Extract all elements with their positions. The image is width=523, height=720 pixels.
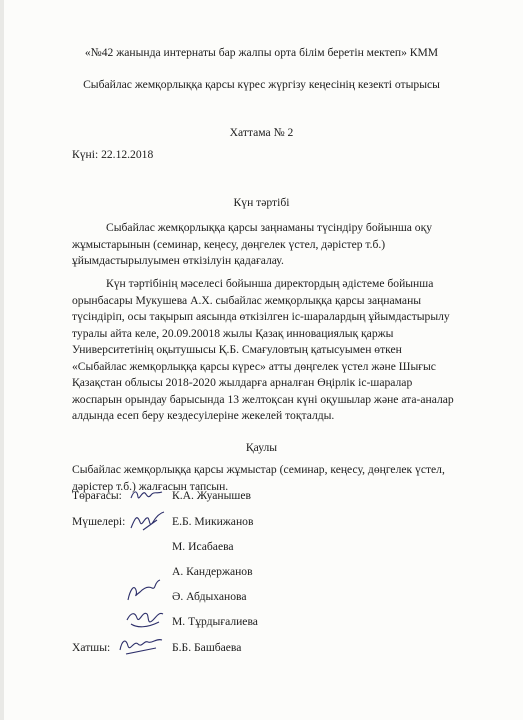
discussion-line: Университетінің оқытушысы Қ.Б. Смағуловтың қатысуымен өткен xyxy=(72,343,402,356)
protocol-title: Хаттама № 2 xyxy=(229,126,294,139)
chair-signature xyxy=(128,486,164,504)
decision-line: дәрістер т.б.) жалғасын тапсын. xyxy=(72,479,229,493)
member-name: М. Тұрдығалиева xyxy=(172,615,258,628)
chair-name: К.А. Жуанышев xyxy=(172,489,251,502)
member-name: М. Исабаева xyxy=(172,540,234,553)
discussion-line: Қазақстан облысы 2018-2020 жылдарға арналған Өңірлік іс-шаралар xyxy=(72,376,413,389)
secretary-signature xyxy=(116,632,164,658)
member-signature xyxy=(122,578,164,604)
scan-edge xyxy=(0,0,4,720)
member-name: А. Кандержанов xyxy=(172,565,253,578)
organization-line: «№42 жанында интернаты бар жалпы орта білім беретін мектеп» КММ xyxy=(84,46,439,59)
agenda-line: ұйымдастырылуымен өткізілуін қадағалау. xyxy=(72,254,284,267)
discussion-line: орынбасары Мукушева А.Х. сыбайлас жемқорлыққа қарсы заңнаманы xyxy=(72,293,422,307)
agenda-line: Сыбайлас жемқорлыққа қарсы заңнаманы түсіндіру бойынша оқу xyxy=(106,221,433,234)
discussion-line: Күн тәртібінің мәселесі бойынша директордың әдістеме бойынша xyxy=(106,277,434,290)
discussion-line: «Сыбайлас жемқорлыққа қарсы күрес» атты дөңгелек үстел және Шығыс xyxy=(72,359,436,373)
chair-label: Төрағасы: xyxy=(72,489,122,502)
agenda-heading: Күн тәртібі xyxy=(233,196,290,209)
meeting-line: Сыбайлас жемқорлыққа қарсы күрес жүргізу кеңесінің кезекті отырысы xyxy=(83,78,440,91)
discussion-line: алдында есеп беру кездесуілеріне жекелей тоқталды. xyxy=(72,409,335,422)
member-name: Ә. Абдыханова xyxy=(172,590,247,603)
decision-line: Сыбайлас жемқорлыққа қарсы жұмыстар (семинар, кеңесу, дөңгелек үстел, xyxy=(72,463,445,476)
discussion-line: жоспарын орындау барысында 13 желтоқсан күні оқушылар және ата-аналар xyxy=(72,392,454,406)
discussion-paragraph xyxy=(72,276,454,425)
protocol-date: Күні: 22.12.2018 xyxy=(72,148,154,161)
member-name: Е.Б. Микижанов xyxy=(172,515,254,528)
member-signature xyxy=(127,508,167,534)
agenda-item xyxy=(72,220,432,270)
member-signature xyxy=(123,604,167,632)
secretary-label: Хатшы: xyxy=(72,641,111,654)
members-label: Мүшелері: xyxy=(72,515,126,528)
discussion-line: туралы айта келе, 20.09.20018 жылы Қазақ инновациялық қаржы xyxy=(72,326,394,340)
discussion-line: түсіндіріп, осы тақырып аясында өткізілген іс-шаралардың ұйымдастырылу xyxy=(72,310,450,323)
secretary-name: Б.Б. Башбаева xyxy=(172,641,242,654)
agenda-line: жұмыстарынын (семинар, кеңесу, дөңгелек үстел, дәрістер т.б.) xyxy=(72,237,386,251)
decision-heading: Қаулы xyxy=(245,441,278,454)
